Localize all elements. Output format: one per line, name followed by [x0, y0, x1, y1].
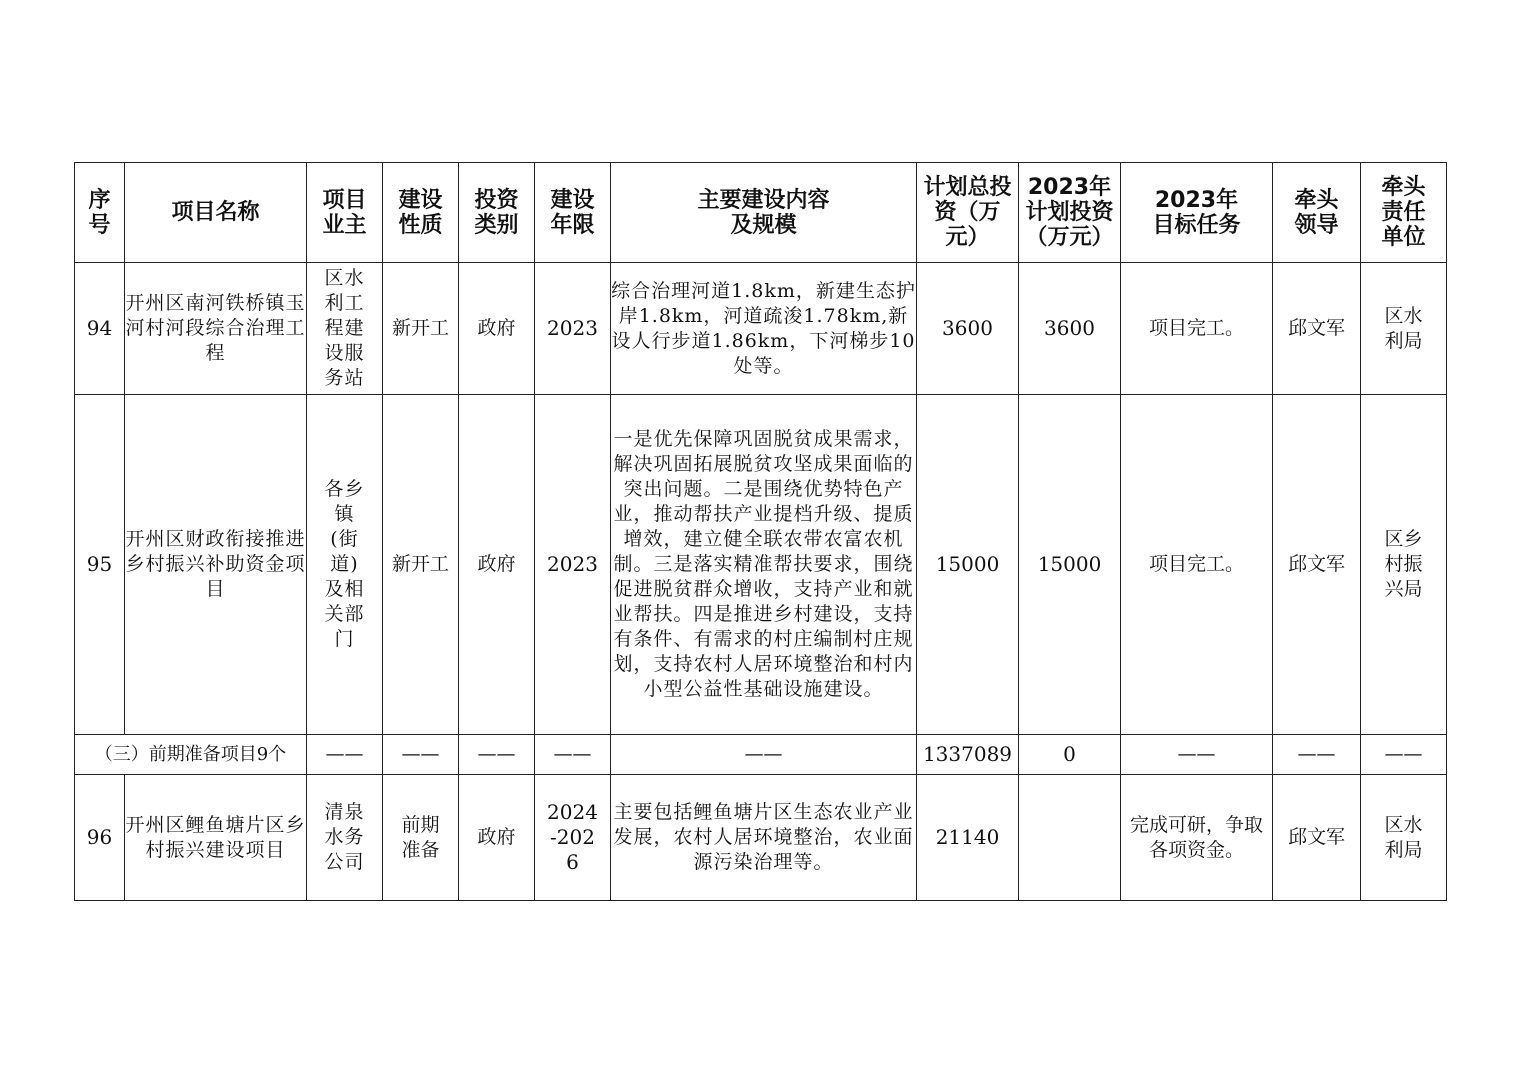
cell-leader: 邱文军 — [1273, 263, 1361, 395]
section-plan2023: 0 — [1019, 735, 1121, 775]
cell-owner: 区水利工程建设服务站 — [307, 263, 383, 395]
cell-owner: 清泉水务公司 — [307, 775, 383, 901]
cell-total: 15000 — [917, 395, 1019, 735]
section-dash: —— — [383, 735, 459, 775]
section-dash: —— — [535, 735, 611, 775]
header-leader: 牵头领导 — [1273, 163, 1361, 263]
cell-years: 2024-2026 — [535, 775, 611, 901]
header-total: 计划总投资（万元） — [917, 163, 1019, 263]
header-years: 建设年限 — [535, 163, 611, 263]
header-plan2023: 2023年计划投资（万元） — [1019, 163, 1121, 263]
cell-seq: 95 — [75, 395, 125, 735]
section-label: （三）前期准备项目9个 — [75, 735, 307, 775]
cell-unit: 区水利局 — [1361, 775, 1447, 901]
header-seq: 序号 — [75, 163, 125, 263]
cell-content: 综合治理河道1.8km，新建生态护岸1.8km，河道疏浚1.78km,新设人行步道1.86km，下河梯步10处等。 — [611, 263, 917, 395]
section-row — [75, 735, 1447, 775]
cell-name: 开州区鲤鱼塘片区乡村振兴建设项目 — [125, 775, 307, 901]
section-dash: —— — [1361, 735, 1447, 775]
cell-leader: 邱文军 — [1273, 775, 1361, 901]
cell-nature: 新开工 — [383, 263, 459, 395]
header-invest-type: 投资类别 — [459, 163, 535, 263]
header-unit: 牵头责任单位 — [1361, 163, 1447, 263]
cell-content: 主要包括鲤鱼塘片区生态农业产业发展，农村人居环境整治，农业面源污染治理等。 — [611, 775, 917, 901]
cell-unit: 区乡村振兴局 — [1361, 395, 1447, 735]
cell-content: 一是优先保障巩固脱贫成果需求，解决巩固拓展脱贫攻坚成果面临的突出问题。二是围绕优势特色产业，推动帮扶产业提档升级、提质增效，建立健全联农带农富农机制。三是落实精准帮扶要求，围绕促进脱贫群众增收，支持产业和就业帮扶。四是推进乡村建设，支持有条件、有需求的村庄编制村庄规划，支持农村人居环境整治和村内小型公益性基础设施建设。 — [611, 395, 917, 735]
cell-plan2023: 15000 — [1019, 395, 1121, 735]
table-row — [75, 263, 1447, 395]
cell-total: 3600 — [917, 263, 1019, 395]
cell-unit: 区水利局 — [1361, 263, 1447, 395]
cell-nature: 前期准备 — [383, 775, 459, 901]
section-dash: —— — [459, 735, 535, 775]
header-owner: 项目业主 — [307, 163, 383, 263]
project-table — [74, 162, 1447, 901]
cell-invest-type: 政府 — [459, 775, 535, 901]
cell-owner: 各乡镇(街道)及相关部门 — [307, 395, 383, 735]
cell-target2023: 项目完工。 — [1121, 395, 1273, 735]
table-header-row — [75, 163, 1447, 263]
cell-invest-type: 政府 — [459, 263, 535, 395]
header-name: 项目名称 — [125, 163, 307, 263]
cell-total: 21140 — [917, 775, 1019, 901]
header-target2023: 2023年目标任务 — [1121, 163, 1273, 263]
header-content: 主要建设内容及规模 — [611, 163, 917, 263]
section-total: 1337089 — [917, 735, 1019, 775]
section-dash: —— — [1273, 735, 1361, 775]
cell-name: 开州区南河铁桥镇玉河村河段综合治理工程 — [125, 263, 307, 395]
cell-seq: 96 — [75, 775, 125, 901]
cell-years: 2023 — [535, 395, 611, 735]
header-nature: 建设性质 — [383, 163, 459, 263]
cell-nature: 新开工 — [383, 395, 459, 735]
section-dash: —— — [307, 735, 383, 775]
table-row — [75, 395, 1447, 735]
cell-leader: 邱文军 — [1273, 395, 1361, 735]
cell-years: 2023 — [535, 263, 611, 395]
cell-target2023: 项目完工。 — [1121, 263, 1273, 395]
cell-plan2023: 3600 — [1019, 263, 1121, 395]
cell-invest-type: 政府 — [459, 395, 535, 735]
cell-name: 开州区财政衔接推进乡村振兴补助资金项目 — [125, 395, 307, 735]
table-row — [75, 775, 1447, 901]
cell-plan2023 — [1019, 775, 1121, 901]
section-dash: —— — [611, 735, 917, 775]
cell-seq: 94 — [75, 263, 125, 395]
section-dash: —— — [1121, 735, 1273, 775]
cell-target2023: 完成可研，争取各项资金。 — [1121, 775, 1273, 901]
